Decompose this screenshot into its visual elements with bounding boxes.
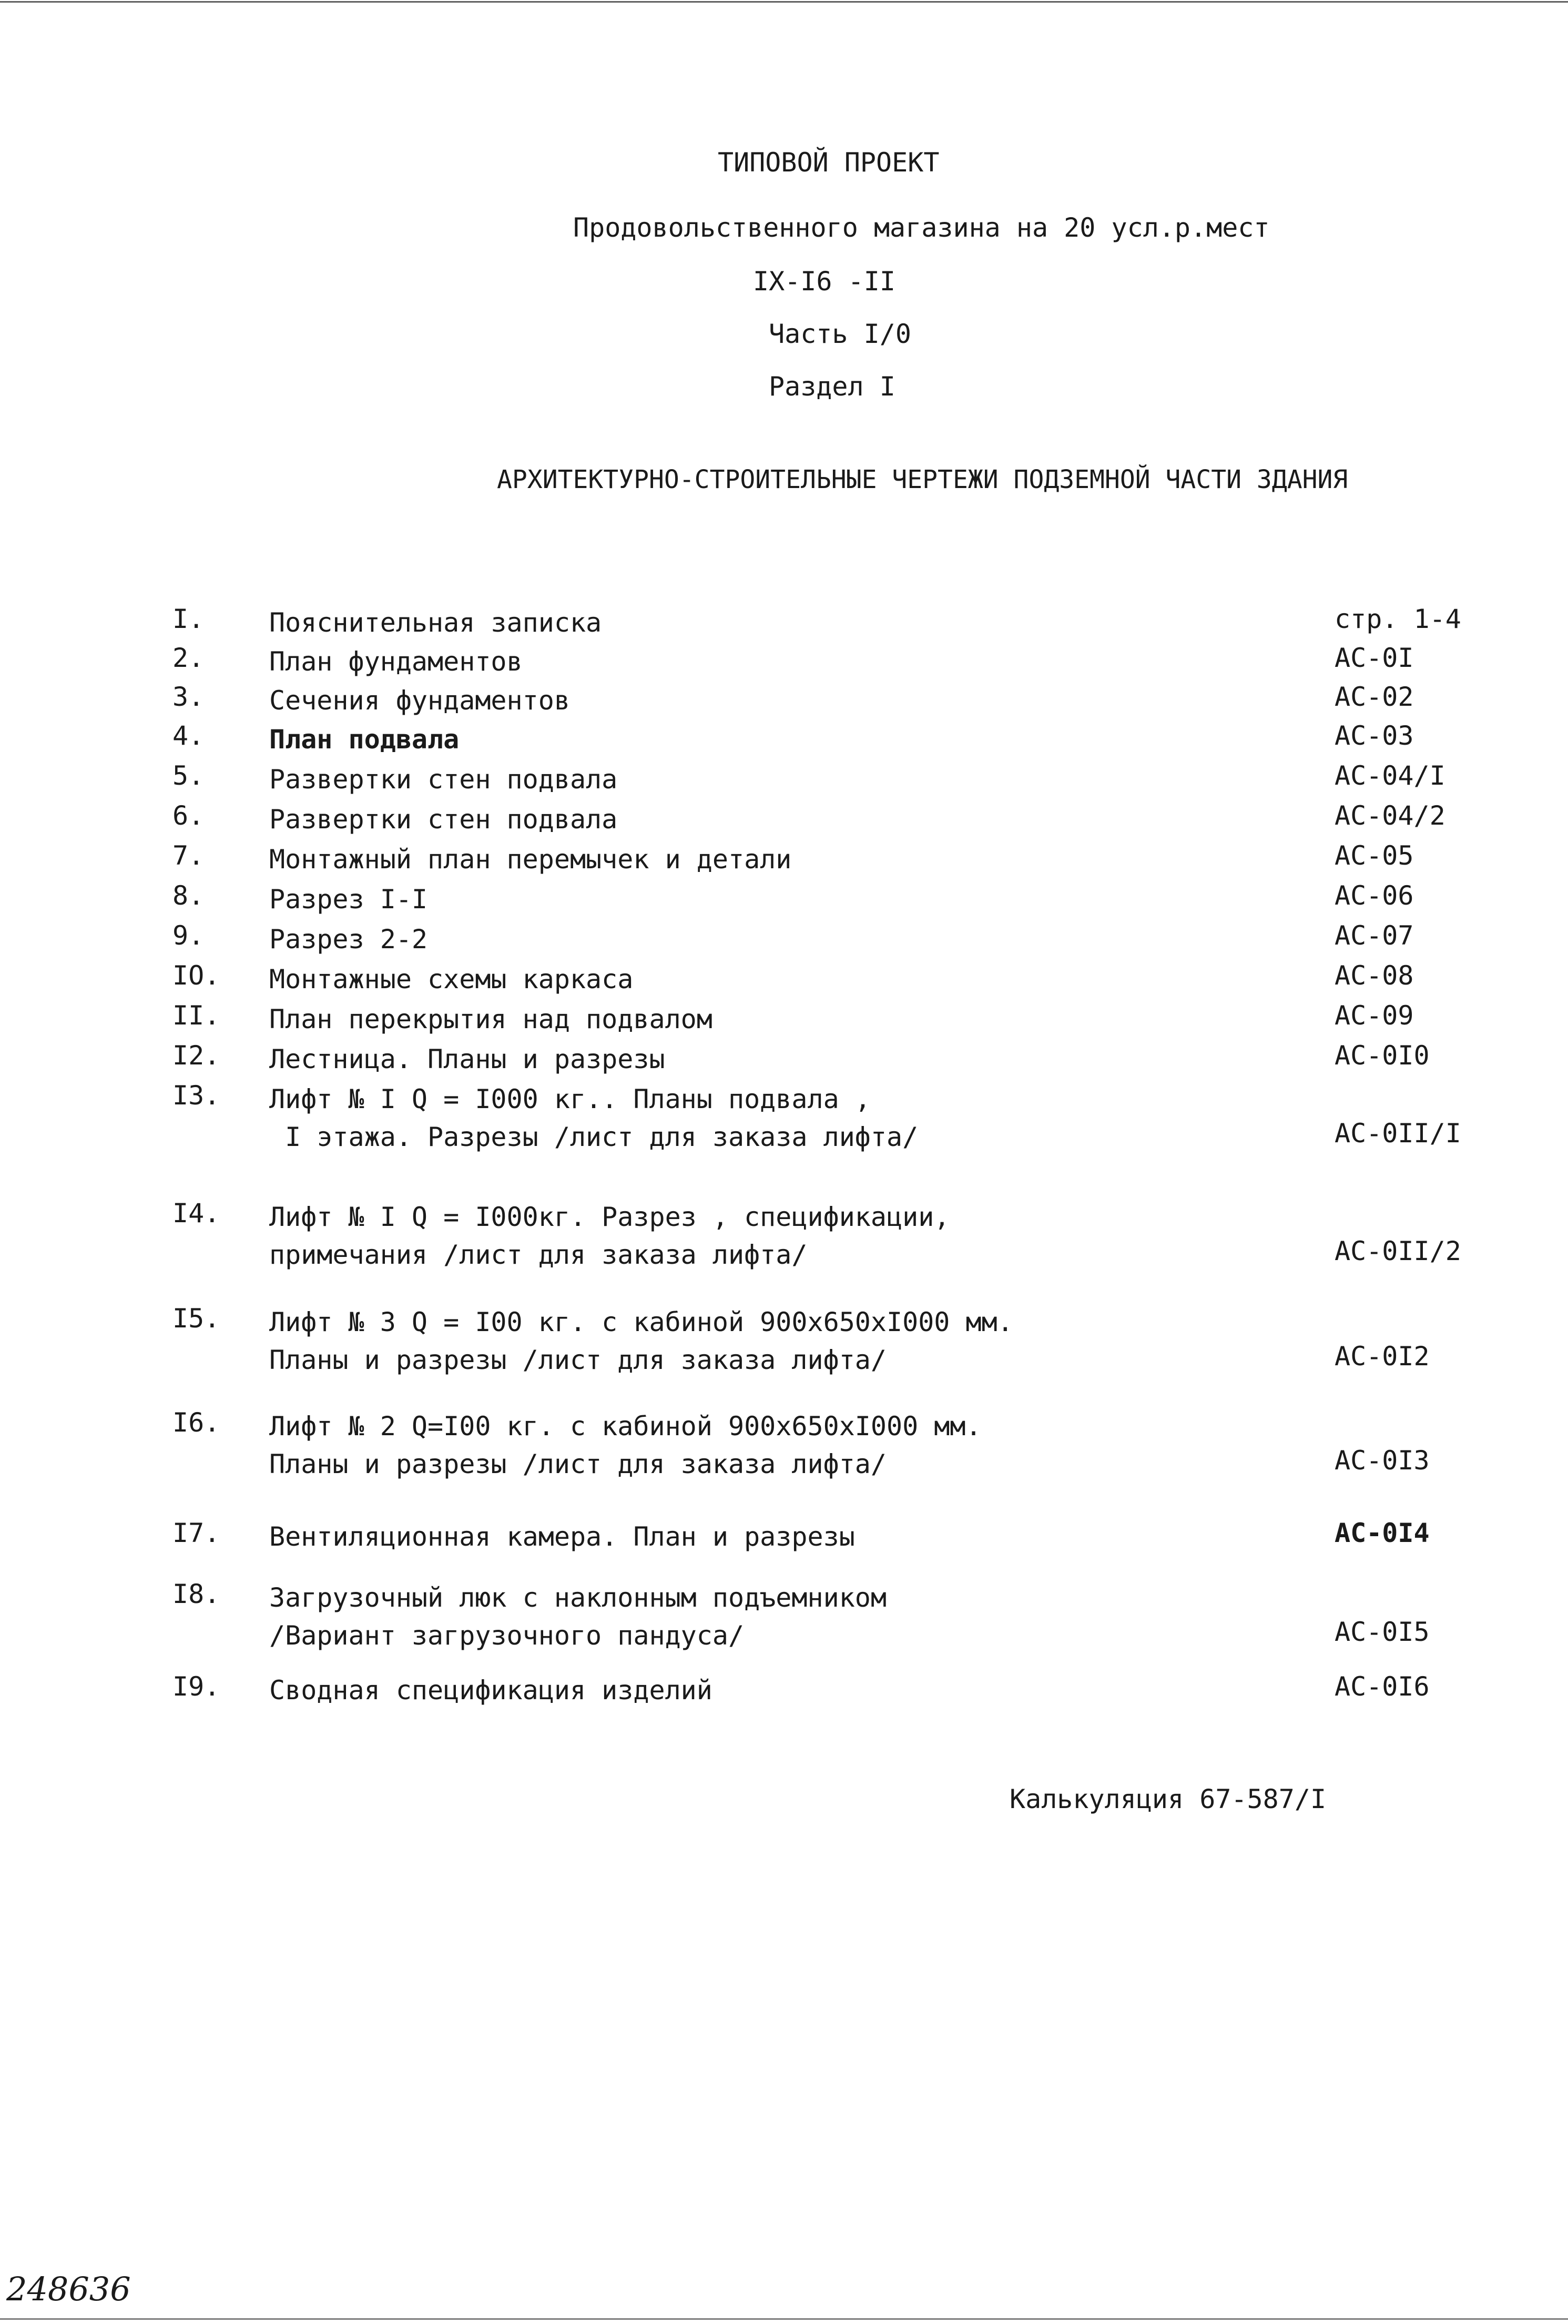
item-number: 8. (172, 880, 205, 911)
sheet-code: АС-05 (1335, 840, 1414, 871)
item-description (269, 604, 602, 642)
project-code: IX-I6 -II (753, 266, 895, 297)
bottom-scan-edge (0, 2318, 1568, 2320)
description-line: Планы и разрезы /лист для заказа лифта/ (269, 1345, 887, 1375)
sheet-code: АС-0I5 (1335, 1617, 1430, 1647)
top-scan-edge (0, 1, 1568, 3)
section-heading: АРХИТЕКТУРНО-СТРОИТЕЛЬНЫЕ ЧЕРТЕЖИ ПОДЗЕМНОЙ ЧАСТИ ЗДАНИЯ (497, 465, 1348, 494)
item-description (269, 840, 791, 878)
section-label: Раздел I (769, 371, 895, 402)
item-number: I9. (172, 1671, 220, 1702)
item-number: 9. (172, 920, 205, 951)
item-description (269, 1407, 982, 1483)
item-number: II. (172, 1000, 220, 1031)
description-line: Лифт № I Q = I000 кг.. Планы подвала , (269, 1084, 871, 1114)
item-number: 3. (172, 682, 205, 712)
calculation-reference: Калькуляция 67-587/I (1010, 1784, 1327, 1814)
item-description (269, 1198, 950, 1274)
item-number: I5. (172, 1303, 220, 1334)
description-line: Монтажные схемы каркаса (269, 964, 634, 994)
sheet-code: АС-0I6 (1335, 1671, 1430, 1702)
sheet-code: АС-0II/2 (1335, 1236, 1461, 1266)
description-line: Развертки стен подвала (269, 804, 618, 835)
sheet-code: АС-0I (1335, 643, 1414, 673)
description-line: Разрез 2-2 (269, 924, 428, 955)
description-line: Планы и разрезы /лист для заказа лифта/ (269, 1449, 887, 1479)
item-number: I2. (172, 1040, 220, 1071)
description-line: План подвала (269, 724, 460, 755)
item-description (269, 920, 427, 958)
description-line: Сечения фундаментов (269, 685, 570, 716)
description-line: Лифт № I Q = I000кг. Разрез , спецификации, (269, 1202, 950, 1232)
sheet-code: АС-0I3 (1335, 1445, 1430, 1476)
item-description (269, 960, 633, 998)
description-line: Вентиляционная камера. План и разрезы (269, 1521, 855, 1552)
sheet-code: АС-0I4 (1335, 1518, 1430, 1548)
sheet-code: АС-04/I (1335, 760, 1445, 791)
item-number: I4. (172, 1198, 220, 1229)
sheet-code: стр. 1-4 (1335, 604, 1461, 634)
item-description (269, 800, 617, 838)
description-line: Сводная спецификация изделий (269, 1675, 712, 1706)
item-description (269, 1518, 855, 1556)
description-line: Лифт № 3 Q = I00 кг. с кабиной 900х650хI000 мм. (269, 1307, 1013, 1337)
sheet-code: АС-03 (1335, 720, 1414, 751)
document-title: ТИПОВОЙ ПРОЕКТ (718, 147, 940, 178)
item-number: I6. (172, 1407, 220, 1438)
project-subtitle: Продовольственного магазина на 20 усл.р.мест (573, 212, 1270, 243)
sheet-code: АС-07 (1335, 920, 1414, 951)
item-number: 5. (172, 760, 205, 791)
part-label: Часть I/0 (769, 319, 911, 349)
item-description (269, 1000, 712, 1038)
description-line: Пояснительная записка (269, 607, 602, 638)
inventory-number: 248636 (6, 2270, 131, 2308)
description-line: I этажа. Разрезы /лист для заказа лифта/ (269, 1122, 919, 1152)
item-number: I8. (172, 1579, 220, 1609)
item-description (269, 1671, 712, 1709)
item-number: I3. (172, 1080, 220, 1111)
description-line: /Вариант загрузочного пандуса/ (269, 1620, 745, 1651)
description-line: примечания /лист для заказа лифта/ (269, 1240, 808, 1270)
description-line: Развертки стен подвала (269, 764, 618, 795)
sheet-code: АС-0II/I (1335, 1118, 1461, 1149)
item-description (269, 720, 459, 758)
description-line: Монтажный план перемычек и детали (269, 844, 792, 875)
description-line: Загрузочный люк с наклонным подъемником (269, 1582, 887, 1613)
item-description (269, 1303, 1013, 1379)
sheet-code: АС-08 (1335, 960, 1414, 991)
item-description (269, 880, 427, 918)
item-number: 6. (172, 800, 205, 831)
item-description (269, 1080, 918, 1156)
description-line: Разрез I-I (269, 884, 428, 915)
item-description (269, 1040, 665, 1078)
sheet-code: АС-09 (1335, 1000, 1414, 1031)
description-line: Лифт № 2 Q=I00 кг. с кабиной 900х650хI000 мм. (269, 1411, 982, 1442)
sheet-code: АС-02 (1335, 682, 1414, 712)
item-number: 7. (172, 840, 205, 871)
sheet-code: АС-04/2 (1335, 800, 1445, 831)
description-line: План фундаментов (269, 646, 523, 677)
item-number: 4. (172, 720, 205, 751)
sheet-code: АС-0I2 (1335, 1341, 1430, 1372)
sheet-code: АС-06 (1335, 880, 1414, 911)
item-number: 2. (172, 643, 205, 673)
item-description (269, 760, 617, 798)
item-number: I. (172, 604, 205, 634)
sheet-code: АС-0I0 (1335, 1040, 1430, 1071)
description-line: Лестница. Планы и разрезы (269, 1044, 665, 1074)
item-description (269, 643, 523, 681)
item-number: IO. (172, 960, 220, 991)
item-number: I7. (172, 1518, 220, 1548)
item-description (269, 682, 570, 719)
item-description (269, 1579, 887, 1655)
description-line: План перекрытия над подвалом (269, 1004, 712, 1034)
